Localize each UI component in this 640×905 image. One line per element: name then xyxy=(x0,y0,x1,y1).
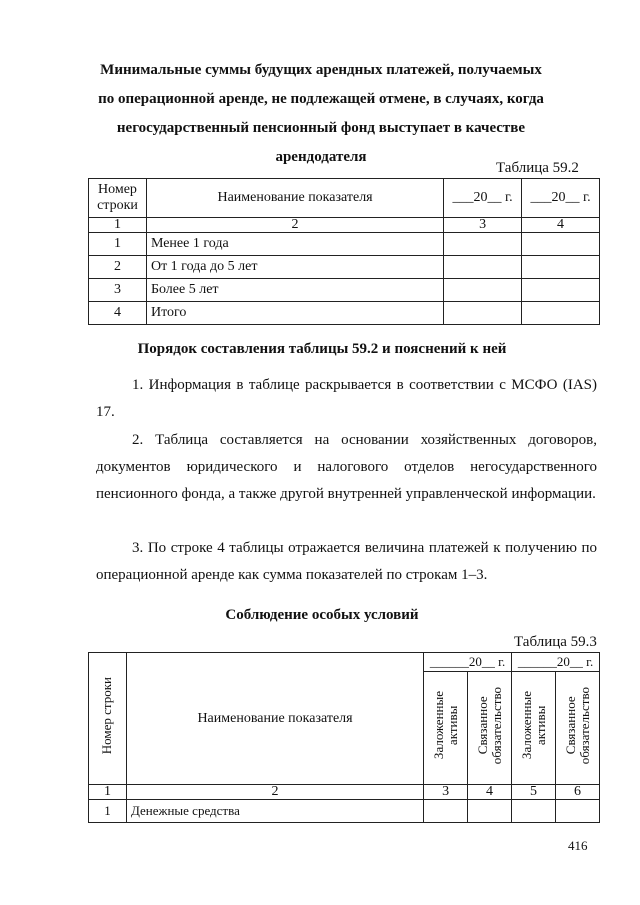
table1-caption: Таблица 59.2 xyxy=(496,160,579,176)
table2-subheader xyxy=(512,672,556,785)
table-row xyxy=(89,302,600,325)
heading-line: негосударственный пенсионный фонд выступает в качестве xyxy=(116,120,526,136)
page-heading xyxy=(96,56,546,172)
heading-line: арендодателя xyxy=(275,149,367,165)
row-value xyxy=(424,800,468,823)
table2-colnum: 2 xyxy=(126,785,423,800)
row-number: 1 xyxy=(89,233,147,256)
table2-colnum: 5 xyxy=(512,785,556,800)
table1-header-year2: ___20__ г. xyxy=(522,179,600,218)
table-row xyxy=(89,256,600,279)
paragraph-2: 2. Таблица составляется на основании хозяйственных договоров, документов юридического и налогового отделов негосударственного пенсионного фонда, а также другой внутренней управленческой информации. xyxy=(96,432,597,502)
table1-header-name: Наименование показателя xyxy=(146,179,443,218)
paragraph-3: 3. По строке 4 таблицы отражается величина платежей к получению по операционной аренде как сумма показателей по строкам 1–3. xyxy=(96,540,597,583)
table2-header-name: Наименование показателя xyxy=(126,653,423,785)
table2-caption: Таблица 59.3 xyxy=(514,634,597,650)
row-value xyxy=(444,233,522,256)
row-number: 3 xyxy=(89,279,147,302)
table2-year1: ______20__ г. xyxy=(424,653,512,672)
row-name: От 1 года до 5 лет xyxy=(146,256,443,279)
row-name: Денежные средства xyxy=(126,800,423,823)
table1-header-num: Номер строки xyxy=(89,179,147,218)
row-value xyxy=(444,256,522,279)
table2-subheader xyxy=(468,672,512,785)
table-row xyxy=(89,279,600,302)
row-number: 2 xyxy=(89,256,147,279)
row-value xyxy=(468,800,512,823)
row-name: Более 5 лет xyxy=(146,279,443,302)
row-name: Итого xyxy=(146,302,443,325)
procedure-title: Порядок составления таблицы 59.2 и пояснений к ней xyxy=(137,341,507,357)
table2-colnum: 1 xyxy=(89,785,127,800)
row-number: 4 xyxy=(89,302,147,325)
table1-header-year1: ___20__ г. xyxy=(444,179,522,218)
row-value xyxy=(444,302,522,325)
table2-colnum: 4 xyxy=(468,785,512,800)
row-value xyxy=(512,800,556,823)
row-value xyxy=(522,302,600,325)
table1-colnum: 3 xyxy=(444,218,522,233)
table-row xyxy=(89,800,600,823)
row-value xyxy=(556,800,600,823)
table2-year2: ______20__ г. xyxy=(512,653,600,672)
table2-subheader xyxy=(424,672,468,785)
table1-colnum: 4 xyxy=(522,218,600,233)
page-number: 416 xyxy=(568,838,588,853)
table2-subheader-text: Связанное обязательство xyxy=(562,686,592,765)
row-value xyxy=(522,256,600,279)
table1-colnum: 1 xyxy=(89,218,147,233)
table1 xyxy=(88,178,600,325)
row-name: Менее 1 года xyxy=(146,233,443,256)
table-row xyxy=(89,233,600,256)
section-title: Соблюдение особых условий xyxy=(225,607,419,623)
table2-colnum: 3 xyxy=(424,785,468,800)
row-value xyxy=(522,279,600,302)
table2-header-num xyxy=(89,653,127,785)
row-number: 1 xyxy=(89,800,127,823)
table2 xyxy=(88,652,600,823)
row-value xyxy=(522,233,600,256)
table2-subheader-text: Заложенные активы xyxy=(518,691,548,760)
table2-subheader-text: Связанное обязательство xyxy=(474,686,504,765)
row-value xyxy=(444,279,522,302)
table2-subheader-text: Заложенные активы xyxy=(430,691,460,760)
table2-subheader xyxy=(556,672,600,785)
paragraph-1: 1. Информация в таблице раскрывается в соответствии с МСФО (IAS) 17. xyxy=(96,377,597,420)
heading-line: Минимальные суммы будущих арендных платежей, получаемых xyxy=(100,62,542,78)
table2-header-num-text: Номер строки xyxy=(99,677,115,755)
table2-colnum: 6 xyxy=(556,785,600,800)
heading-line: по операционной аренде, не подлежащей отмене, в случаях, когда xyxy=(98,91,544,107)
table1-colnum: 2 xyxy=(146,218,443,233)
